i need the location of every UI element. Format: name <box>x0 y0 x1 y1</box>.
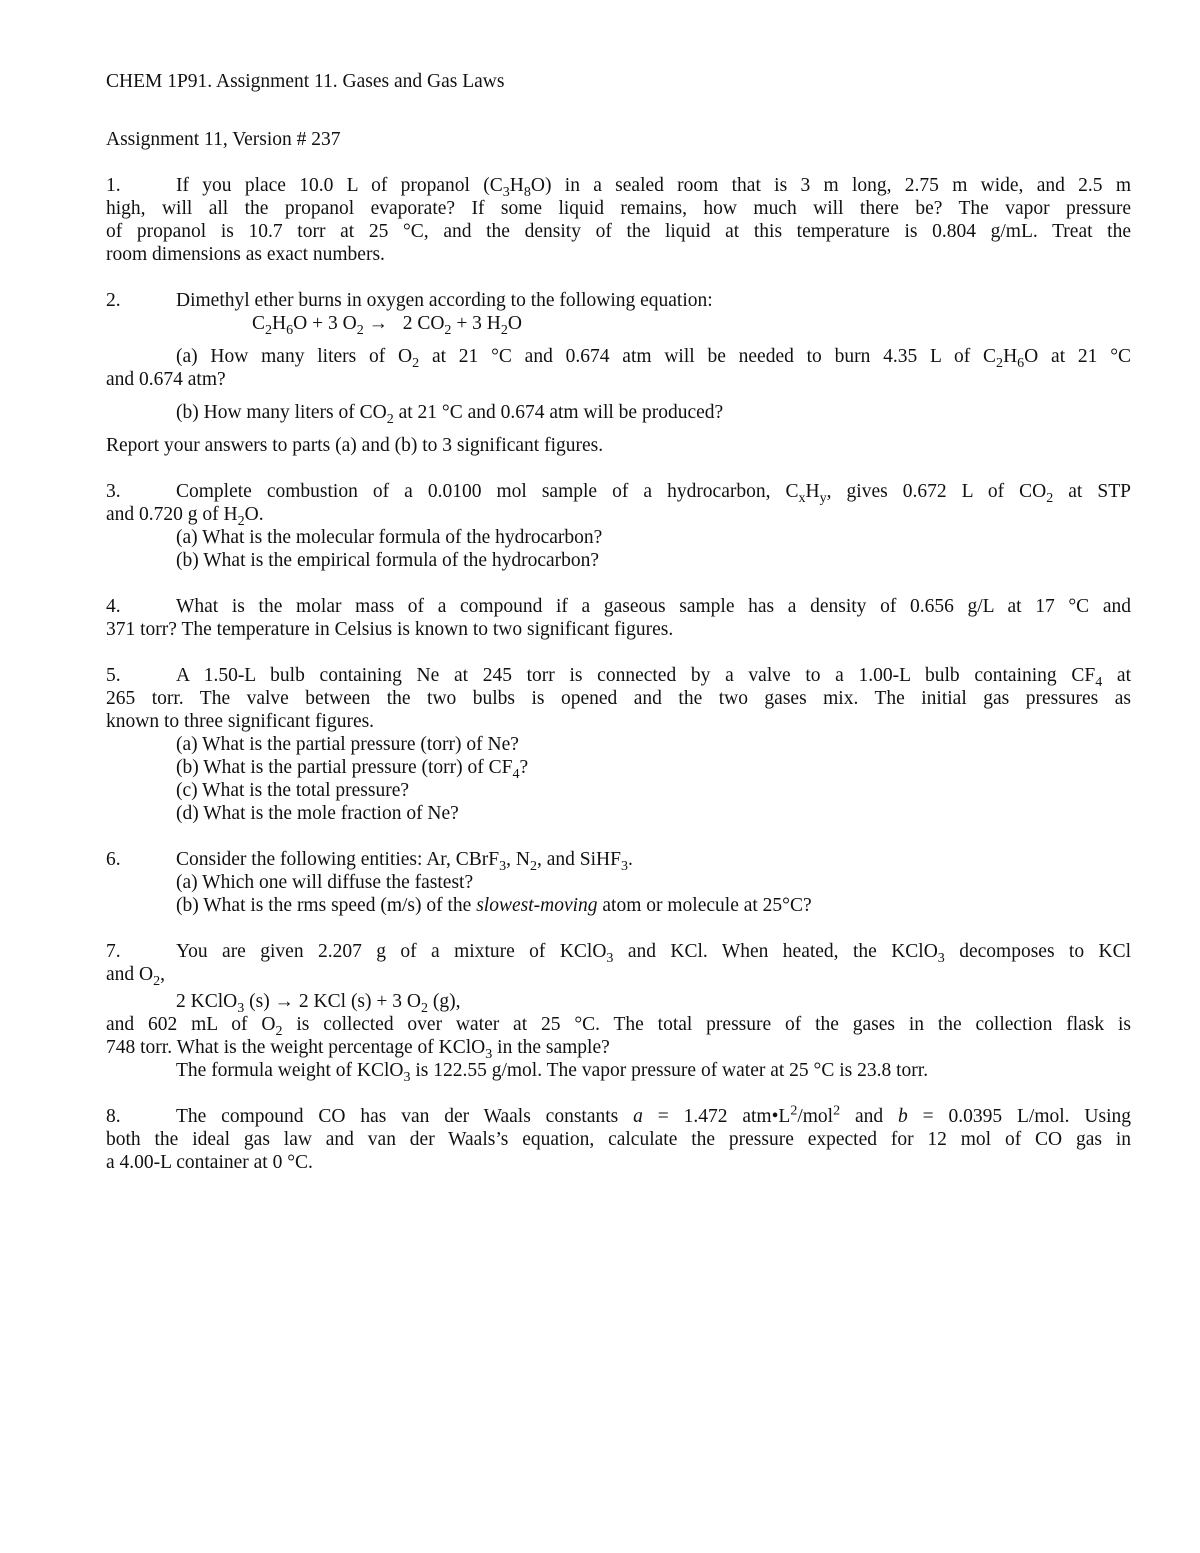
document-page <box>106 70 1131 1174</box>
q6-line-1: 6. Consider the following entities: Ar, CBrF$_3$, $N_2$, and SiHF$_3$. <box>106 849 633 874</box>
q7-equation: 2 KClO$_3$ (s) → 2 KCl (s) + 3 $O_2$ (g), <box>176 991 461 1016</box>
q2-number: 2. <box>106 290 121 311</box>
question-6 <box>106 848 1131 917</box>
q3a-line: (a) What is the molecular formula of the hydrocarbon? <box>176 527 603 548</box>
question-3 <box>106 480 1131 572</box>
document-header: CHEM 1P91. Assignment 11. Gases and Gas Laws <box>106 71 505 92</box>
q1-line-2: high, will all the propanol evaporate? If some liquid remains, how much will there be? The vapor pressure <box>106 198 1131 219</box>
q5-line-1: 5. A 1.50-L bulb containing Ne at 245 torr is connected by a valve to a 1.00-L bulb containing $CF_4$ at <box>106 665 1131 690</box>
question-1 <box>106 174 1131 266</box>
q1-line-1: 1. If you place 10.0 L of propanol $(C_3H_8O)$ in a sealed room that is 3 m long, 2.75 m wide, and 2.5 m <box>106 175 1132 200</box>
q8-line-1: 8. The compound CO has van der Waals constants a = 1.472 $atm•L^2/mol^2$ and b = 0.0395 L/mol. Using <box>106 1102 1132 1127</box>
version-line: Assignment 11, Version # 237 <box>106 129 341 150</box>
q5b-line: (b) What is the partial pressure (torr) of $CF_4$? <box>176 757 529 782</box>
q7-line-5: The formula weight of KClO$_3$ is 122.55 g/mol. The vapor pressure of water at 25 °C is 23.8 torr. <box>176 1060 929 1085</box>
q4-line-2: 371 torr? The temperature in Celsius is known to two significant figures. <box>106 619 674 640</box>
arrow-icon: → <box>363 313 393 334</box>
q7-line-1: 7. You are given 2.207 g of a mixture of KClO$_3$ and KCl. When heated, the KClO$_3$ decomposes to KCl <box>106 941 1132 966</box>
q3b-line: (b) What is the empirical formula of the hydrocarbon? <box>176 550 600 571</box>
question-2 <box>106 289 1131 457</box>
q5d-line: (d) What is the mole fraction of Ne? <box>176 803 459 824</box>
q2-report-line: Report your answers to parts (a) and (b) to 3 significant figures. <box>106 435 604 456</box>
q2-equation: $C_2H_6O + 3$ $O_2 \to 2$ $CO_2 + 3$ $H_2O$ <box>252 313 523 338</box>
q1-line-3: of propanol is 10.7 torr at 25 °C, and the density of the liquid at this temperature is 0.804 g/mL. Treat the <box>106 221 1131 242</box>
q1-number: 1. <box>106 175 121 196</box>
q5-number: 5. <box>106 665 121 686</box>
question-7 <box>106 940 1132 1085</box>
q2b-line: (b) How many liters of $CO_2$ at 21 °C and 0.674 atm will be produced? <box>176 402 724 427</box>
q7-line-2: and $O_2$, <box>106 964 166 989</box>
question-5 <box>106 664 1131 825</box>
q7-line-4: 748 torr. What is the weight percentage of KClO$_3$ in the sample? <box>106 1037 610 1062</box>
q2a-line-1: (a) How many liters of $O_2$ at 21 °C and 0.674 atm will be needed to burn 4.35 L of $C_2H_6O$ at 21 °C <box>176 346 1131 371</box>
q4-line-1: 4. What is the molar mass of a compound if a gaseous sample has a density of 0.656 g/L at 17 °C and <box>106 596 1131 617</box>
q1-line-4: room dimensions as exact numbers. <box>106 244 385 265</box>
q7-number: 7. <box>106 941 121 962</box>
q5c-line: (c) What is the total pressure? <box>176 780 410 801</box>
q4-number: 4. <box>106 596 121 617</box>
q2a-line-2: and 0.674 atm? <box>106 369 226 390</box>
q5a-line: (a) What is the partial pressure (torr) of Ne? <box>176 734 519 755</box>
q3-number: 3. <box>106 481 121 502</box>
q6a-line: (a) Which one will diffuse the fastest? <box>176 872 474 893</box>
q3-line-2: and 0.720 g of $H_2O$. <box>106 504 264 529</box>
q2-line-1: 2. Dimethyl ether burns in oxygen according to the following equation: <box>106 290 713 311</box>
q6b-line: (b) What is the rms speed (m/s) of the slowest-moving atom or molecule at 25°C? <box>176 895 812 916</box>
q7-line-3: and 602 mL of $O_2$ is collected over water at 25 °C. The total pressure of the gases in the collection flask is <box>106 1014 1131 1039</box>
q8-line-2: both the ideal gas law and van der Waals’s equation, calculate the pressure expected for 12 mol of CO gas in <box>106 1129 1131 1150</box>
q3-line-1: 3. Complete combustion of a 0.0100 mol sample of a hydrocarbon, $C_xH_y$, gives 0.672 L of $CO_2$ at STP <box>106 481 1131 506</box>
question-4 <box>106 595 1131 641</box>
question-8 <box>106 1102 1132 1174</box>
q5-line-2: 265 torr. The valve between the two bulbs is opened and the two gases mix. The initial gas pressures as <box>106 688 1131 709</box>
q8-line-3: a 4.00-L container at 0 °C. <box>106 1152 313 1173</box>
q6-number: 6. <box>106 849 121 870</box>
q5-line-3: known to three significant figures. <box>106 711 375 732</box>
q8-number: 8. <box>106 1106 121 1127</box>
